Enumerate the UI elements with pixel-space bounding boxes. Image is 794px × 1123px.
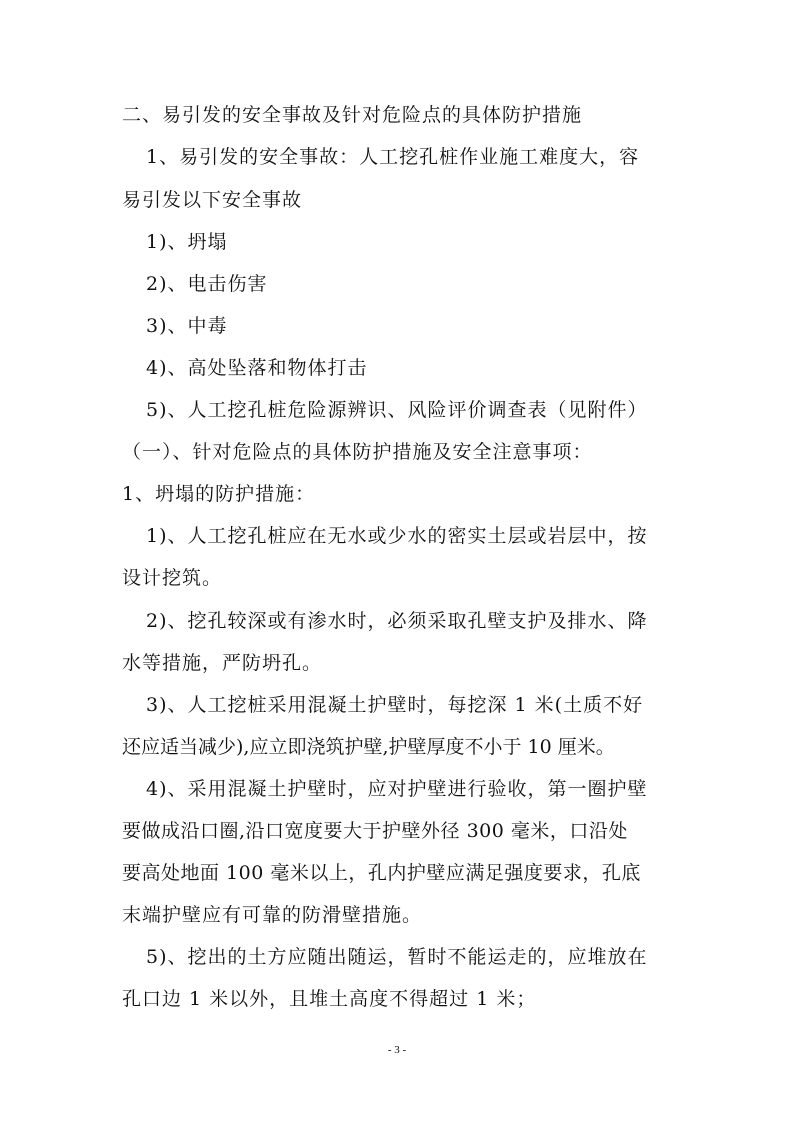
list-item: 3)、中毒 (146, 315, 228, 337)
subsection-heading: （一）、针对危险点的具体防护措施及安全注意事项： (122, 441, 593, 463)
paragraph-line: 4)、采用混凝土护壁时，应对护壁进行验收，第一圈护壁 (146, 778, 648, 800)
paragraph-line: 末端护壁应有可靠的防滑壁措施。 (122, 904, 423, 926)
paragraph-line: 还应适当减少),应立即浇筑护壁,护壁厚度不小于 10 厘米。 (122, 736, 615, 758)
paragraph-line: 要高处地面 100 毫米以上，孔内护壁应满足强度要求，孔底 (122, 862, 641, 884)
subsection-heading: 1、坍塌的防护措施： (122, 483, 316, 505)
list-item: 4)、高处坠落和物体打击 (146, 357, 368, 379)
paragraph-line: 3)、人工挖桩采用混凝土护壁时，每挖深 1 米(土质不好 (146, 694, 644, 716)
page-number: - 3 - (387, 1044, 407, 1056)
paragraph-line: 设计挖筑。 (122, 567, 223, 589)
list-item: 1)、坍塌 (146, 231, 228, 253)
section-heading: 二、易引发的安全事故及针对危险点的具体防护措施 (122, 104, 583, 126)
paragraph-line: 要做成沿口圈,沿口宽度要大于护壁外径 300 毫米，口沿处 (122, 820, 628, 842)
paragraph-line: 易引发以下安全事故 (122, 189, 303, 211)
paragraph-line: 水等措施，严防坍孔。 (122, 652, 323, 674)
paragraph-line: 1)、人工挖孔桩应在无水或少水的密实土层或岩层中，按 (146, 525, 648, 547)
paragraph-line: 1、易引发的安全事故：人工挖孔桩作业施工难度大，容 (146, 146, 640, 168)
list-item: 5)、人工挖孔桩危险源辨识、风险评价调查表（见附件） (146, 399, 648, 421)
list-item: 2)、电击伤害 (146, 273, 268, 295)
paragraph-line: 孔口边 1 米以外，且堆土高度不得超过 1 米； (122, 988, 537, 1010)
paragraph-line: 2)、挖孔较深或有渗水时，必须采取孔壁支护及排水、降 (146, 610, 648, 632)
paragraph-line: 5)、挖出的土方应随出随运，暂时不能运走的，应堆放在 (146, 946, 648, 968)
